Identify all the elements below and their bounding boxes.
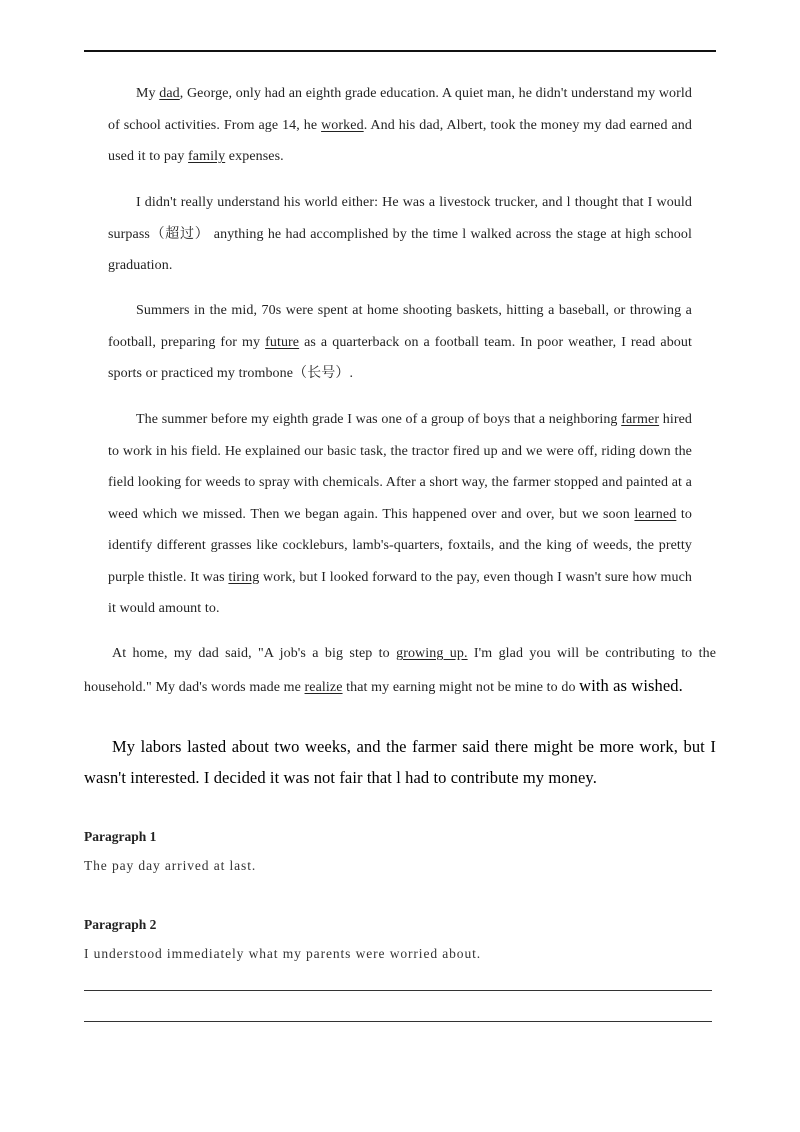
text-run: I'm glad you will be contributing to the household." My dad's words made me <box>84 646 717 695</box>
text-run: , George, only had an eighth grade education. A quiet man, he didn't understand my world of school activities. From age 14, he <box>108 86 692 133</box>
text-run: as a quarterback on a football team. In poor weather, I read about sports or practiced my trombone（长号）. <box>108 334 692 381</box>
writing-line[interactable] <box>84 1021 712 1022</box>
underlined-word: realize <box>304 679 343 695</box>
paragraph-6 <box>84 732 716 793</box>
paragraph-2-heading: Paragraph 2 <box>84 917 157 932</box>
text-run: I didn't really understand his world either: He was a livestock trucker, and l thought that I would surpass（超过） anything he had accomplished by the time l walked across the stage at high school graduation. <box>108 195 692 273</box>
underlined-word: learned <box>634 506 677 522</box>
text-run: with as wished. <box>579 675 683 695</box>
header-rule <box>84 50 716 52</box>
text-run: hired to work in his field. He explained our basic task, the tractor fired up and we were off, riding down the field looking for weeds to spray with chemicals. After a short way, the farmer stopped and painted at a weed which we missed. Then we began again. This happened over and over, but we soon <box>108 412 693 522</box>
text-run: The summer before my eighth grade I was one of a group of boys that a neighboring <box>136 412 622 427</box>
underlined-word: future <box>265 334 300 350</box>
paragraph-1 <box>108 78 692 173</box>
text-run: At home, my dad said, "A job's a big step to <box>112 646 397 661</box>
text-run: My <box>136 86 160 101</box>
paragraph-4 <box>108 404 692 625</box>
paragraph-5 <box>84 638 716 703</box>
text-run: work, but I looked forward to the pay, even though I wasn't sure how much it would amount to. <box>108 569 692 616</box>
underlined-word: dad <box>159 86 180 101</box>
paragraph-2-prompt: I understood immediately what my parents were worried about. <box>84 946 482 961</box>
text-run: to identify different grasses like cockleburs, lamb's-quarters, foxtails, and the king of weeds, the pretty purple thistle. It was <box>108 506 692 585</box>
writing-line[interactable] <box>84 990 712 991</box>
underlined-word: family <box>188 149 226 164</box>
paragraph-3 <box>108 295 692 390</box>
text-run: . And his dad, Albert, took the money my dad earned and used it to pay <box>108 117 693 164</box>
text-run: expenses. <box>225 149 284 164</box>
underlined-word: tiring <box>228 569 260 585</box>
text-run: Summers in the mid, 70s were spent at home shooting baskets, hitting a baseball, or throwing a football, preparing for my <box>108 303 692 350</box>
text-run: that my earning might not be mine to do <box>342 679 580 695</box>
paragraph-2 <box>108 187 692 282</box>
paragraph-1-heading: Paragraph 1 <box>84 829 157 844</box>
underlined-word: worked <box>321 117 364 133</box>
underlined-word: farmer <box>621 412 660 427</box>
paragraph-1-prompt: The pay day arrived at last. <box>84 858 257 873</box>
text-run: My labors lasted about two weeks, and the farmer said there might be more work, but I wasn't interested. I decided it was not fair that l had to contribute my money. <box>84 737 716 787</box>
underlined-word: growing up. <box>396 646 468 661</box>
